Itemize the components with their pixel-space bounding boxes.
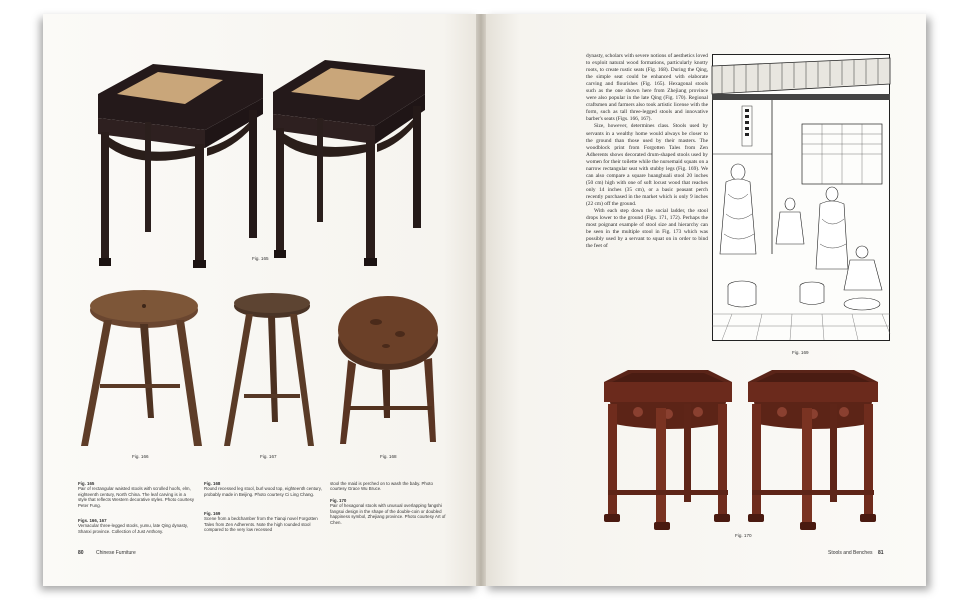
caption-fig-168 (204, 481, 322, 497)
fig-label: Fig. 165 (252, 256, 269, 261)
caption-fig-169-cont (330, 481, 448, 492)
body-paragraph: Size, however, determines class. Stools used by servants in a wealthy home would always be closer to the ground than those used by their masters. The woodblock print from Forgotten Tales from Zen Adherents shows decorated drum-shaped stools used by women for their toilette while the nursemaid squats on a narrow rectangular seat with stubby legs (Fig. 169). We can also compare a square huanghuali stool 20 inches (50 cm) high with one of soft locust wood that reaches only 14 inches (35 cm), or a basic peasant perch recently purchased in the market which is only 9 inches (22 cm) off the ground. (586, 123, 708, 207)
fig-label: Fig. 170 (735, 533, 752, 538)
fig-167-image (222, 292, 322, 450)
page-number-left: 80 (78, 550, 84, 556)
body-text-column (586, 53, 708, 250)
running-title-left: Chinese Furniture (96, 550, 136, 556)
caption-head: Fig. 168 (204, 481, 221, 486)
stool-170-left (604, 370, 732, 530)
caption-head: Fig. 170 (330, 498, 347, 503)
fig-label: Fig. 167 (260, 454, 277, 459)
stool-170-right (748, 370, 878, 530)
book-gutter (476, 14, 486, 586)
caption-fig-170 (330, 498, 448, 525)
caption-text: Vernacular three-legged stools, yumu, late Qing dynasty, Shanxi province. Collection of Just Anthony. (78, 523, 188, 534)
fig-166-image (78, 290, 208, 450)
fig-label: Fig. 166 (132, 454, 149, 459)
caption-head: Fig. 165 (78, 481, 95, 486)
caption-text: stool the maid is perched on to wash the baby. Photo courtesy Grace Wu Bruce. (330, 481, 433, 492)
caption-figs-166-167 (78, 518, 196, 534)
page-number-right: 81 (878, 550, 884, 556)
fig-label: Fig. 168 (380, 454, 397, 459)
fig-170-image (598, 364, 888, 532)
body-paragraph: dynasty, scholars with severe notions of aesthetics loved to exploit natural wood formations, particularly knotty roots, to create rustic seats (Fig. 168). During the Qing, the simple seat could be enhanced with elaborate carving and flourishes (Fig. 165). Hexagonal stools such as the one shown here from Zhejiang province were also popular in the late Qing (Fig. 170). Regional craftsmen and farmers also took artistic license with the form, such as tall three-legged stools and innovative barber's seats (Figs. 166, 167). (586, 53, 708, 123)
caption-text: Scene from a bedchamber from the Tianqi novel Forgotten Tales from Zen Adherents. Note the high rounded stool compared to the very low recessed (204, 516, 318, 533)
fig-168-image (336, 294, 444, 450)
caption-text: Pair of rectangular waisted stools with scrolled hoofs, elm, eighteenth century, North China. The leaf carving is in a style that reflects Western decorative styles. Photo courtesy Peter Fung. (78, 486, 195, 508)
caption-fig-165 (78, 481, 196, 508)
fig-label: Fig. 169 (792, 350, 809, 355)
caption-fig-169 (204, 511, 322, 533)
fig-169-woodblock-print (712, 54, 890, 341)
stool-165-right (273, 60, 425, 266)
caption-text: Round recessed leg stool, burl wood top, eighteenth century, probably made in Beijing. Photo courtesy Ci Ling Chang. (204, 486, 322, 497)
fig-165-image (95, 52, 435, 272)
stool-165-left (98, 64, 263, 268)
caption-head: Figs. 166, 167 (78, 518, 107, 523)
running-title-right: Stools and Benches (828, 550, 873, 556)
caption-head: Fig. 169 (204, 511, 221, 516)
caption-text: Pair of hexagonal stools with unusual overlapping fangshi fangsui design in the shape of the double-coin or doubled happiness symbol, Zhejiang province. Photo courtesy Art of Chen. (330, 503, 446, 525)
body-paragraph: With each step down the social ladder, the stool drops lower to the ground (Figs. 171, 172). Perhaps the most poignant example of stool size and hierarchy can be seen in the multiple stool in Fig. 173 which was possibly used by a servant to squat on in order to bind the feet of (586, 208, 708, 250)
